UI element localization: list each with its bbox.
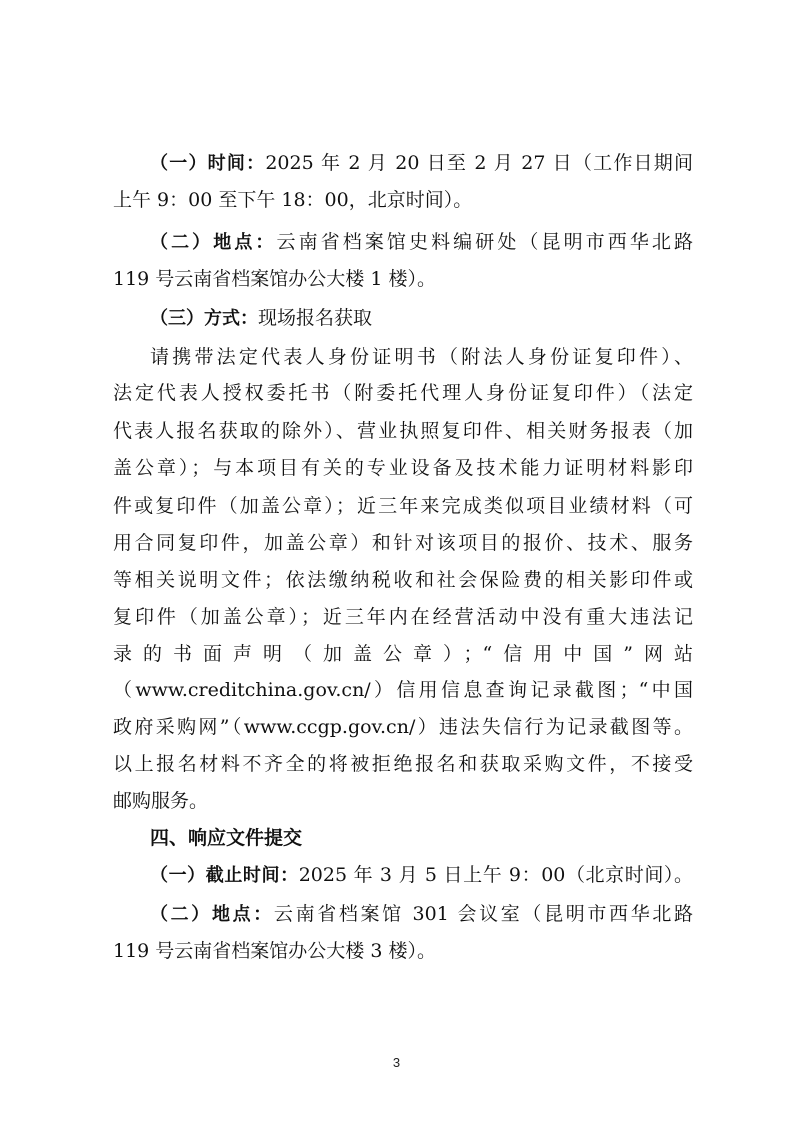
- submit-place-value-part1: 云南省档案馆 301 会议室（昆明市西华北路: [273, 903, 693, 925]
- place-value-part1: 云南省档案馆史料编研处（昆明市西华北路: [276, 231, 693, 253]
- materials-line-12: 邮购服务。: [113, 790, 209, 812]
- section-4-heading: 四、响应文件提交: [150, 827, 303, 849]
- method-value: 现场报名获取: [258, 307, 373, 329]
- method-label: （三）方式：: [150, 308, 258, 329]
- method-line: [150, 303, 693, 333]
- materials-line-7: 复印件（加盖公章）；近三年内在经营活动中没有重大违法记: [113, 606, 693, 628]
- time-label: （一）时间：: [150, 153, 266, 174]
- materials-line-6: 等相关说明文件；依法缴纳税收和社会保险费的相关影印件或: [113, 569, 693, 591]
- place-line-1: [150, 227, 693, 257]
- materials-line-11: 以上报名材料不齐全的将被拒绝报名和获取采购文件，不接受: [113, 753, 693, 775]
- submit-place-line-1: [150, 899, 693, 929]
- submit-place-line-2: 119 号云南省档案馆办公大楼 3 楼）。: [113, 940, 436, 962]
- place-line-2: 119 号云南省档案馆办公大楼 1 楼）。: [113, 268, 436, 290]
- time-line-1: [150, 148, 693, 178]
- materials-line-8: 录的书面声明（加盖公章）；“信用中国”网站: [113, 643, 693, 665]
- materials-line-2: 代表人报名获取的除外）、营业执照复印件、相关财务报表（加: [113, 420, 693, 442]
- time-line-2: 上午 9：00 至下午 18：00，北京时间）。: [113, 189, 473, 211]
- materials-line-9: （www.creditchina.gov.cn/）信用信息查询记录截图；“中国: [113, 679, 693, 701]
- materials-line-3: 盖公章）；与本项目有关的专业设备及技术能力证明材料影印: [113, 457, 693, 479]
- materials-line-10: 政府采购网”（www.ccgp.gov.cn/）违法失信行为记录截图等。: [113, 716, 693, 738]
- page-number: 3: [392, 1055, 401, 1070]
- deadline-value: 2025 年 3 月 5 日上午 9：00（北京时间）。: [298, 864, 693, 886]
- deadline-line: [150, 860, 693, 890]
- materials-line-0: 请携带法定代表人身份证明书（附法人身份证复印件）、: [150, 346, 693, 368]
- time-value-part1: 2025 年 2 月 20 日至 2 月 27 日（工作日期间: [265, 152, 693, 174]
- materials-line-5: 用合同复印件，加盖公章）和针对该项目的报价、技术、服务: [113, 532, 693, 554]
- materials-line-1: 法定代表人授权委托书（附委托代理人身份证复印件）（法定: [113, 382, 693, 404]
- materials-line-4: 件或复印件（加盖公章）；近三年来完成类似项目业绩材料（可: [113, 495, 693, 517]
- place-label: （二）地点：: [150, 232, 277, 253]
- submit-place-label: （二）地点：: [150, 904, 274, 925]
- deadline-label: （一）截止时间：: [150, 865, 299, 886]
